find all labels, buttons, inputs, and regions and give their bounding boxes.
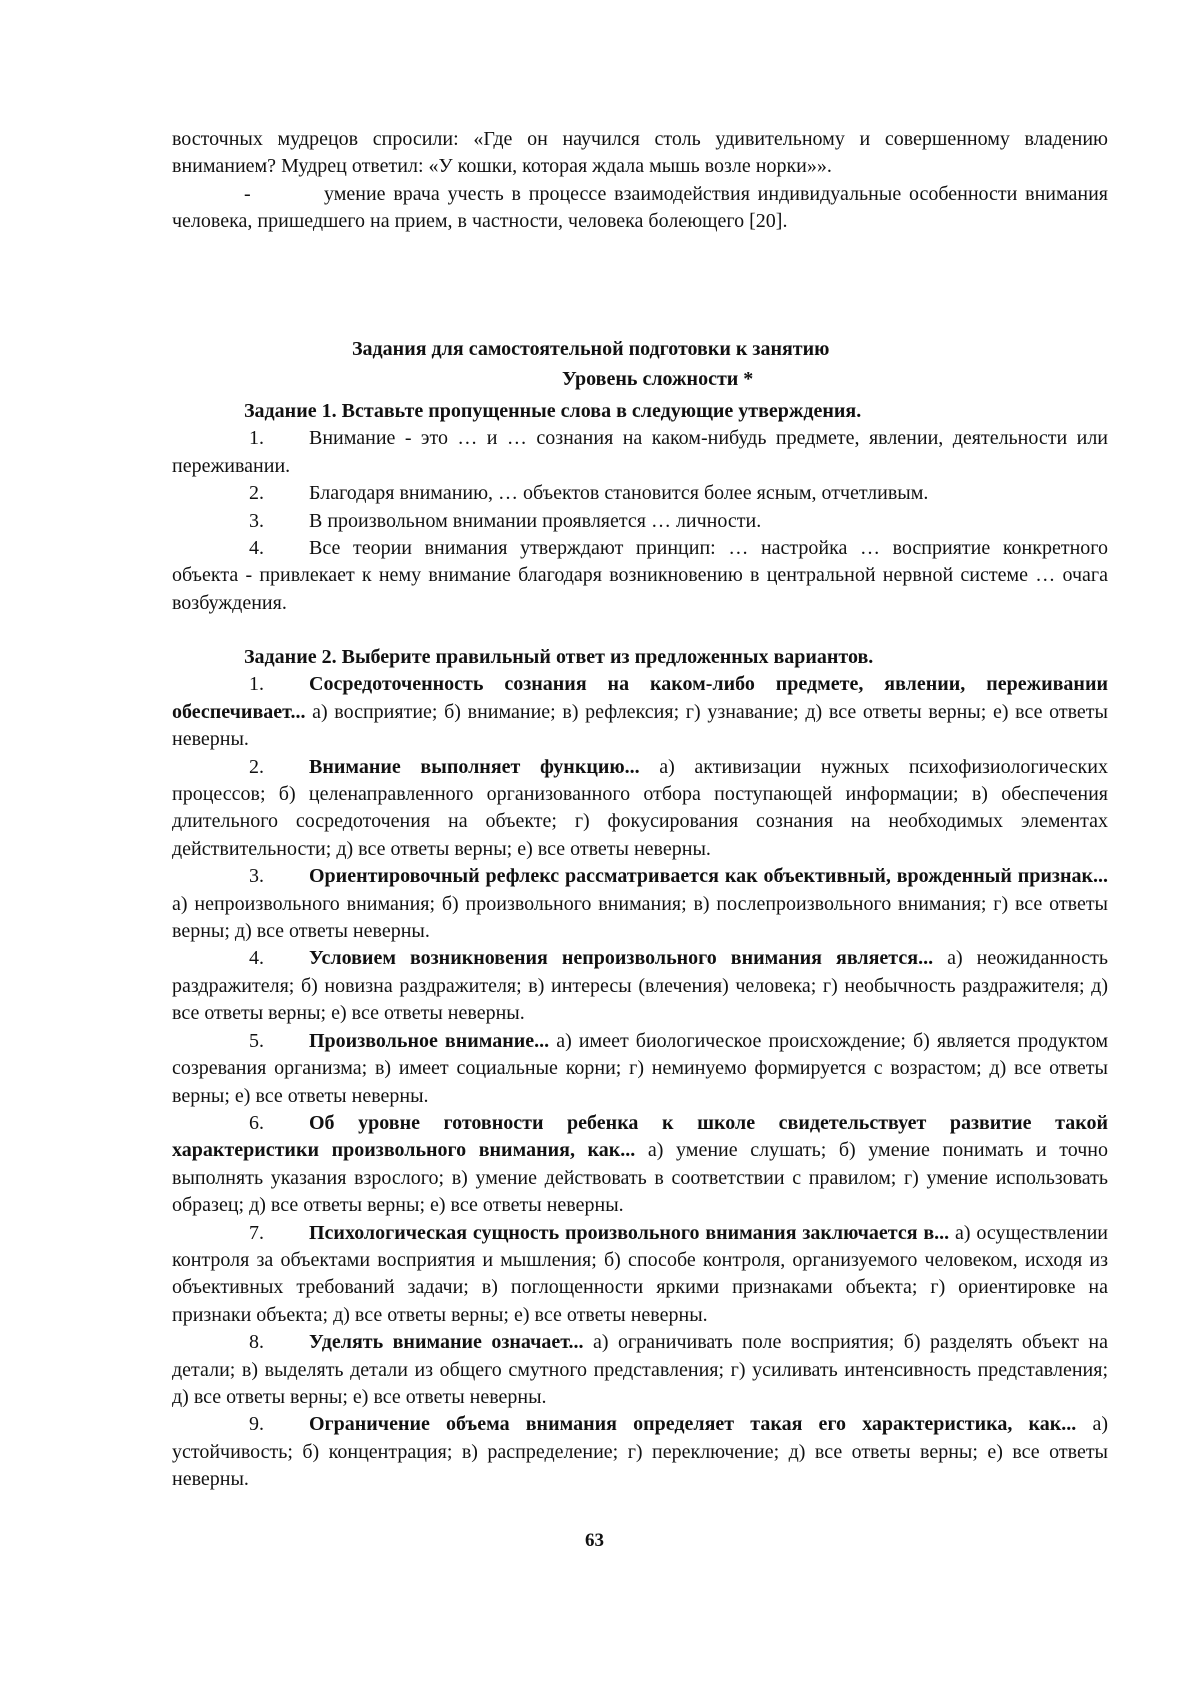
question-stem: Сосредоточенность сознания на каком-либо предмете, явлении, переживании обеспечивает...	[172, 673, 1108, 723]
intro-paragraph-1: восточных мудрецов спросили: «Где он научился столь удивительному и совершенному владению вниманием? Мудрец ответил: «У кошки, которая ждала мышь возле норки»».	[172, 128, 1108, 178]
task-2-item	[172, 1220, 1108, 1330]
item-number: 8.	[249, 1331, 264, 1354]
item-text: Все теории внимания утверждают принцип: … настройка … восприятие конкретного объекта - привлекает к нему внимание благодаря возникновению в центральной нервной системе … очага возбуждения.	[172, 537, 1108, 614]
question-stem: Ограничение объема внимания определяет такая его характеристика, как...	[309, 1413, 1077, 1436]
task-2-item	[172, 671, 1108, 753]
intro-block	[172, 126, 1108, 236]
task-2-item	[172, 1329, 1108, 1411]
question-stem: Уделять внимание означает...	[309, 1331, 584, 1354]
task-2-item	[172, 1028, 1108, 1110]
dash-marker: -	[244, 182, 251, 205]
question-stem: Внимание выполняет функцию...	[309, 755, 640, 778]
task-1-title: Задание 1. Вставьте пропущенные слова в следующие утверждения.	[244, 400, 862, 422]
item-text: В произвольном внимании проявляется … личности.	[309, 509, 762, 532]
item-number: 1.	[249, 673, 264, 696]
task-2-item	[172, 863, 1108, 945]
intro-paragraph-2	[172, 181, 1108, 236]
answer-options: а) имеет биологическое происхождение; б) является продуктом созревания организма; в) имеет социальные корни; г) неминуемо формируется с возрастом; д) все ответы верны; е) все ответы неверны.	[172, 1029, 1108, 1107]
question-stem: Ориентировочный рефлекс рассматривается как объективный, врожденный признак...	[309, 865, 1108, 888]
task-1-block	[172, 398, 1108, 617]
item-number: 2.	[249, 482, 264, 505]
question-stem: Психологическая сущность произвольного внимания заключается в...	[309, 1221, 950, 1244]
section-title: Задания для самостоятельной подготовки к занятию	[352, 338, 830, 360]
task-2-item	[172, 754, 1108, 864]
question-stem: Об уровне готовности ребенка к школе свидетельствует развитие такой характеристики произвольного внимания, как...	[172, 1111, 1108, 1162]
task-2-item	[172, 1110, 1108, 1220]
answer-options: а) осуществлении контроля за объектами восприятия и мышления; б) способе контроля, организуемого человеком, исходя из объективных требований задачи; в) поглощенности яркими признаками объекта; г) ориентировке на признаки объекта; д) все ответы верны; е) все ответы неверны.	[172, 1221, 1108, 1326]
item-number: 5.	[249, 1029, 264, 1052]
task-2-item	[172, 945, 1108, 1027]
item-text: Благодаря вниманию, … объектов становится более ясным, отчетливым.	[309, 482, 929, 505]
answer-options: а) устойчивость; б) концентрация; в) распределение; г) переключение; д) все ответы верны; е) все ответы неверны.	[172, 1413, 1108, 1491]
answer-options: а) неожиданность раздражителя; б) новизна раздражителя; в) интересы (влечения) человека; г) необычность раздражителя; д) все ответы верны; е) все ответы неверны.	[172, 947, 1108, 1025]
item-text: Внимание - это … и … сознания на каком-нибудь предмете, явлении, деятельности или переживании.	[172, 427, 1108, 477]
answer-options: а) восприятие; б) внимание; в) рефлексия; г) узнавание; д) все ответы верны; е) все ответы неверны.	[172, 700, 1108, 751]
difficulty-level: Уровень сложности *	[562, 368, 754, 390]
task-1-item	[172, 480, 1108, 507]
answer-options: а) непроизвольного внимания; б) произвольного внимания; в) послепроизвольного внимания; г) все ответы верны; д) все ответы неверны.	[172, 892, 1108, 943]
task-2-item	[172, 1411, 1108, 1493]
item-number: 3.	[249, 509, 264, 532]
item-number: 1.	[249, 427, 264, 450]
answer-options: а) умение слушать; б) умение понимать и точно выполнять указания взрослого; в) умение действовать в соответствии с правилом; г) умение использовать образец; д) все ответы верны; е) все ответы неверны.	[172, 1139, 1108, 1217]
task-1-item	[172, 508, 1108, 535]
item-number: 3.	[249, 865, 264, 888]
item-number: 4.	[249, 537, 264, 560]
question-stem: Произвольное внимание...	[309, 1029, 550, 1052]
answer-options: а) ограничивать поле восприятия; б) разделять объект на детали; в) выделять детали из общего смутного представления; г) усиливать интенсивность представления; д) все ответы верны; е) все ответы неверны.	[172, 1331, 1109, 1408]
question-stem: Условием возникновения непроизвольного внимания является...	[309, 947, 934, 970]
page-number: 63	[585, 1530, 604, 1551]
task-2-block	[172, 644, 1108, 1494]
item-number: 4.	[249, 947, 264, 970]
intro-paragraph-2-text: умение врача учесть в процессе взаимодействия индивидуальные особенности внимания человека, пришедшего на прием, в частности, человека болеющего [20].	[172, 182, 1108, 233]
task-1-item	[172, 535, 1108, 617]
task-2-title: Задание 2. Выберите правильный ответ из предложенных вариантов.	[244, 646, 874, 668]
task-1-item	[172, 425, 1108, 480]
answer-options: а) активизации нужных психофизиологических процессов; б) целенаправленного организованного отбора поступающей информации; в) обеспечения длительного сосредоточения на объекте; г) фокусирования сознания на необходимых элементах действительности; д) все ответы верны; е) все ответы неверны.	[172, 755, 1108, 860]
item-number: 6.	[249, 1111, 264, 1134]
item-number: 2.	[249, 755, 264, 778]
item-number: 7.	[249, 1221, 264, 1244]
item-number: 9.	[249, 1413, 264, 1436]
